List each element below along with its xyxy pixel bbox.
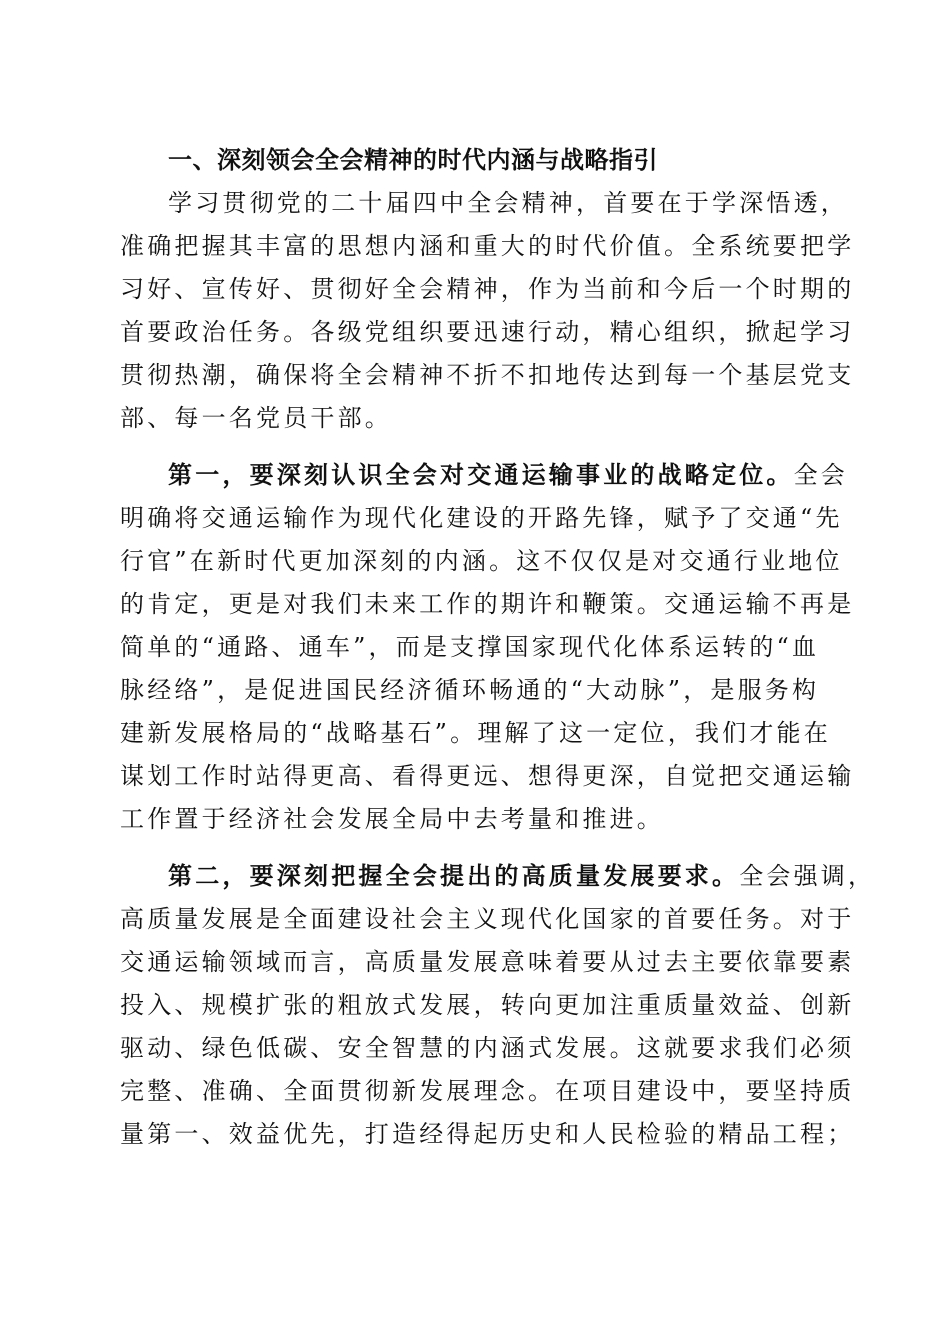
paragraph-line: 交通运输领域而言，高质量发展意味着要从过去主要依靠要素 [120, 948, 855, 976]
paragraph-line: 驱动、绿色低碳、安全智慧的内涵式发展。这就要求我们必须 [120, 1034, 855, 1062]
paragraph-line: 谋划工作时站得更高、看得更远、想得更深，自觉把交通运输 [120, 762, 855, 790]
paragraph-line: 完整、准确、全面贯彻新发展理念。在项目建设中，要坚持质 [120, 1077, 855, 1105]
paragraph-line: 贯彻热潮，确保将全会精神不折不扣地传达到每一个基层党支 [120, 361, 855, 389]
paragraph-lead-tail: 全会强调， [739, 862, 876, 890]
paragraph-first-line [168, 855, 876, 897]
paragraph-line: 部、每一名党员干部。 [120, 404, 392, 432]
paragraph-line: 习好、宣传好、贯彻好全会精神，作为当前和今后一个时期的 [120, 275, 855, 303]
paragraph-line: 学习贯彻党的二十届四中全会精神，首要在于学深悟透， [168, 189, 848, 217]
paragraph-line: 行官”在新时代更加深刻的内涵。这不仅仅是对交通行业地位 [120, 547, 843, 575]
paragraph-line: 脉经络”，是促进国民经济循环畅通的“大动脉”，是服务构 [120, 676, 820, 704]
paragraph-line: 高质量发展是全面建设社会主义现代化国家的首要任务。对于 [120, 905, 855, 933]
paragraph-line: 工作置于经济社会发展全局中去考量和推进。 [120, 805, 664, 833]
paragraph-line: 简单的“通路、通车”，而是支撑国家现代化体系运转的“血 [120, 633, 820, 661]
paragraph-first-line [168, 454, 849, 496]
paragraph-line: 量第一、效益优先，打造经得起历史和人民检验的精品工程； [120, 1120, 855, 1148]
paragraph-line: 建新发展格局的“战略基石”。理解了这一定位，我们才能在 [120, 719, 831, 747]
paragraph-line: 的肯定，更是对我们未来工作的期许和鞭策。交通运输不再是 [120, 590, 855, 618]
paragraph-line: 明确将交通运输作为现代化建设的开路先锋，赋予了交通“先 [120, 504, 843, 532]
paragraph-line: 准确把握其丰富的思想内涵和重大的时代价值。全系统要把学 [120, 232, 855, 260]
paragraph-lead: 第二，要深刻把握全会提出的高质量发展要求。 [168, 861, 740, 890]
paragraph-line: 投入、规模扩张的粗放式发展，转向更加注重质量效益、创新 [120, 991, 855, 1019]
paragraph-line: 首要政治任务。各级党组织要迅速行动，精心组织，掀起学习 [120, 318, 855, 346]
paragraph-lead-tail: 全会 [793, 461, 849, 489]
section-heading: 一、深刻领会全会精神的时代内涵与战略指引 [168, 146, 658, 174]
paragraph-lead: 第一，要深刻认识全会对交通运输事业的战略定位。 [168, 460, 794, 489]
